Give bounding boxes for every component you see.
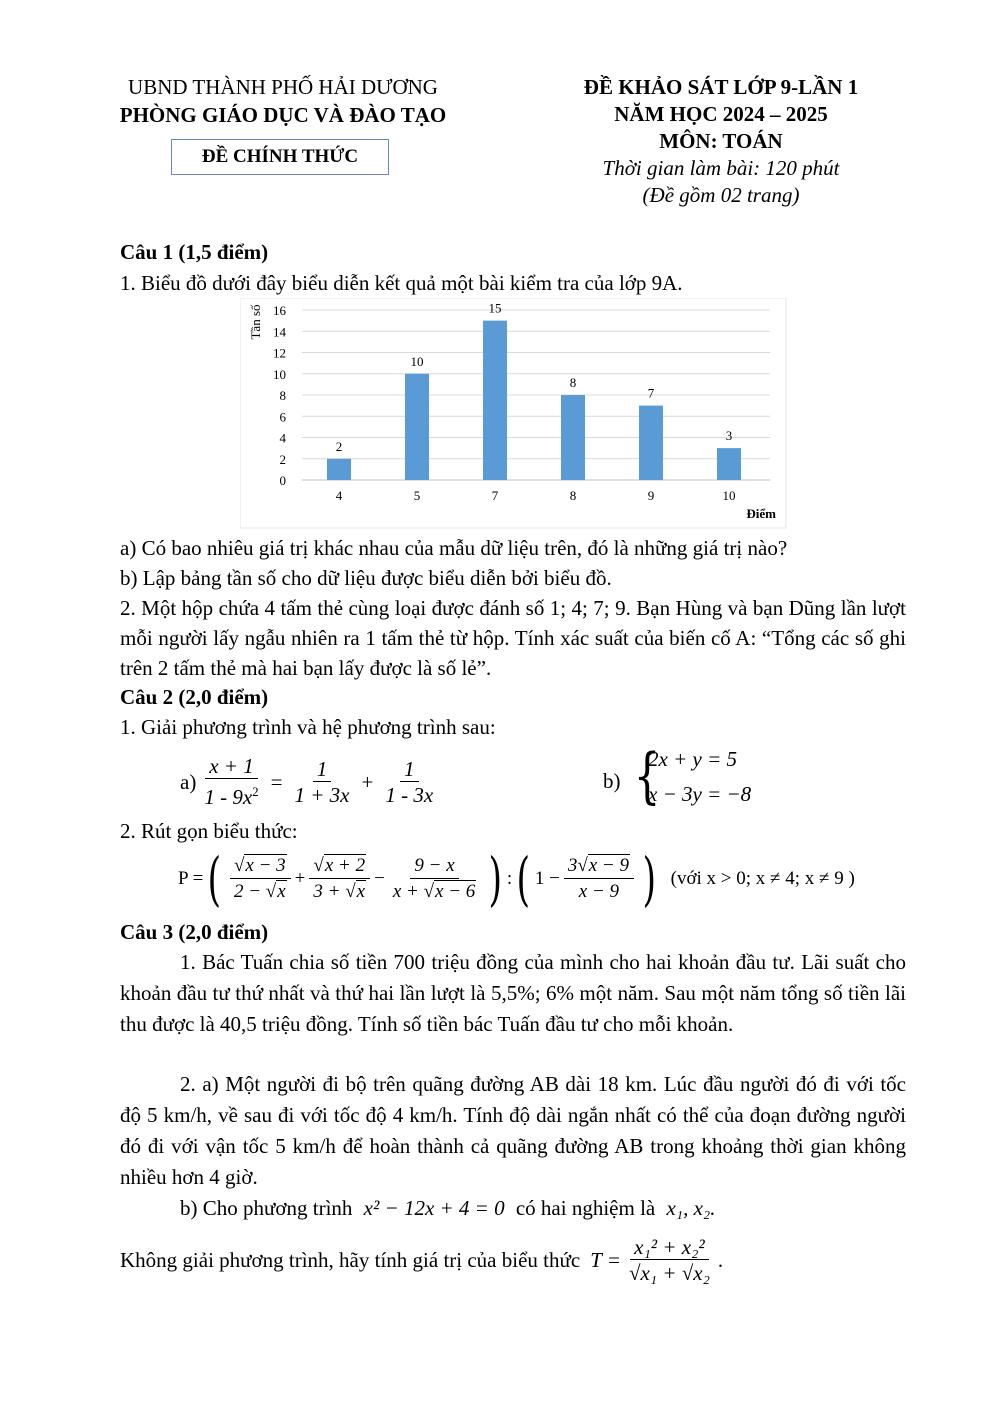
header-left-line2: PHÒNG GIÁO DỤC VÀ ĐÀO TẠO [119,103,447,127]
x-tick-label: 9 [647,488,655,503]
q2-t1-den: 2 − [233,880,262,902]
q2-t4-den: x − 9 [578,880,620,902]
header-right-line3: MÔN: TOÁN [659,129,783,153]
header-right-line5: (Đề gồm 02 trang) [642,183,800,207]
q1-title: Câu 1 (1,5 điểm) [120,240,269,264]
score-bar-chart [240,298,788,530]
q2-b-eq2: x − 3y = −8 [648,782,752,806]
y-tick-label: 16 [273,303,286,318]
q2-b-label: b) [603,769,621,793]
bar-value-label: 10 [410,353,424,369]
q2-t1-num: x − 3 [245,854,286,876]
q3-p2b-text1: b) Cho phương trình [180,1196,353,1220]
bar-value-label: 7 [647,385,655,401]
bar-8 [561,395,585,480]
q2-t2-num: x + 2 [324,854,366,876]
q2-eq-a [180,752,441,812]
q2-b-eq1: 2x + y = 5 [648,747,737,771]
bar-7 [483,321,507,480]
q2-P-one-minus: 1 − [534,868,560,889]
y-tick-label: 6 [279,409,286,425]
q2-a-num3: 1 [400,757,419,782]
q2-P-label: P = [178,868,204,889]
y-tick-label: 4 [279,430,286,446]
bar-9 [639,406,663,480]
y-tick-label: 2 [279,451,286,467]
q2-P-colon: : [506,868,513,889]
chart-frame [240,298,786,528]
q3-part2b-expr: Không giải phương trình, hãy tính giá trị của biểu thức T = $\frac{\text{x₁² + x₂²}}{\text{√x₁ + √x₂}}$ . [120,1234,724,1285]
q1-part2: 2. Một hộp chứa 4 tấm thẻ cùng loại được đánh số 1; 4; 7; 9. Bạn Hùng và bạn Dũng lần lượt mỗi người lấy ngẫu nhiên ra 1 tấm thẻ từ hộp. Tính xác suất của biến cố A: “Tổng các số ghi trên 2 tấm thẻ mà hai bạn lấy được là số lẻ”. [120,596,906,680]
official-label: ĐỀ CHÍNH THỨC [171,139,389,175]
y-tick-label: 8 [279,388,286,403]
x-tick-label: 7 [491,488,499,503]
q2-t2-den: 3 + [313,880,341,902]
q2-title: Câu 2 (2,0 điểm) [120,685,269,709]
q3-part1: 1. Bác Tuấn chia số tiền 700 triệu đồng của mình cho hai khoản đầu tư. Lãi suất cho khoản đầu tư thứ nhất và thứ hai lần lượt là 5,5%; 6% một năm. Sau một năm tổng số tiền lãi thu được là 40,5 triệu đồng. Tính số tiền bác Tuấn đầu tư cho mỗi khoản. [120,950,906,1036]
q3-title: Câu 3 (2,0 điểm) [120,920,269,944]
q2-t4-num-a: 3 [567,854,578,876]
y-tick-label: 14 [273,324,286,340]
q2-part1: 1. Giải phương trình và hệ phương trình sau: [120,715,496,739]
bar-10 [717,448,741,480]
q2-a-eq: = [270,770,283,794]
q2-part2: 2. Rút gọn biểu thức: [120,819,298,843]
q2-P-term2: $\frac{√x + 2}{3 + √x}$ [309,854,370,905]
x-tick-label: 10 [722,488,736,503]
q2-a-num2: 1 [313,757,332,782]
q2-a-den3: 1 - 3x [385,782,434,807]
y-tick-label: 0 [279,473,286,488]
q2-P-term4: $\frac{3√x - 9}{x - 9}$ [564,854,634,905]
q2-a-label: a) [180,770,197,794]
bar-5 [405,374,429,480]
q3-T-frac [625,1235,714,1286]
q1-a: a) Có bao nhiêu giá trị khác nhau của mẫu dữ liệu trên, đó là những giá trị nào? [120,536,788,560]
q3-T-lhs: T = [590,1248,621,1272]
q3-T-den: √x₁ + √x₂ [628,1260,710,1285]
q3-part2a: 2. a) Một người đi bộ trên quãng đường AB dài 18 km. Lúc đầu người đó đi với tốc độ 5 km/h, về sau đi với tốc độ 4 km/h. Tính độ dài ngắn nhất có thể của đoạn đường người đó đi với vận tốc 5 km/h để hoàn thành cả quãng đường AB trong khoảng thời gian không nhiều hơn 4 giờ. [120,1072,906,1189]
q2-t4-num-b: x − 9 [588,854,630,876]
q2-a-plus: + [361,770,374,794]
bar-value-label: 8 [569,375,577,390]
q2-t3-den-b: x − 6 [435,880,476,902]
q1-b: b) Lập bảng tần số cho dữ liệu được biểu diễn bởi biểu đồ. [120,566,612,590]
q3-part2b-line [180,1193,715,1223]
chart-x-label: Điểm [746,506,776,521]
x-tick-label: 5 [413,488,421,503]
header-right-line4: Thời gian làm bài: 120 phút [602,156,840,180]
x-tick-label: 8 [569,488,577,503]
y-tick-label: 12 [273,345,286,361]
q3-p2b-text3: Không giải phương trình, hãy tính giá trị của biểu thức [120,1248,581,1272]
q3-p2b-roots: x₁, x₂. [666,1196,716,1220]
q3-p2b-equation: x² − 12x + 4 = 0 [363,1196,505,1220]
q2-a-frac3 [381,757,437,808]
bar-4 [327,459,351,480]
q2-a-den2: 1 + 3x [294,782,350,807]
q3-p2b-text2: có hai nghiệm là [515,1196,656,1220]
q2-P-condition: (với x > 0; x ≠ 4; x ≠ 9 ) [670,868,855,889]
q2-P-term3: $\frac{9 - x}{x + √x - 6}$ [392,854,476,902]
x-tick-label: 4 [335,488,343,503]
q2-expr-P: P = ( $\frac{√x - 3}{2 - √x}$ + $\frac{√x + 2}{3 + √x}$ − $\frac{9 - x}{x + √x - 6}$ ) : ( 1 − $\frac{3√x - 9}{x - 9}$ ) (với x > 0; x ≠ 4; x ≠ 9 ) [178,845,855,913]
header-left-line1: UBND THÀNH PHỐ HẢI DƯƠNG [128,75,438,99]
header-right-line1: ĐỀ KHẢO SÁT LỚP 9-LẦN 1 [583,75,859,99]
q2-P-minus: − [374,868,385,889]
chart-y-label: Tần số [248,304,263,340]
bar-value-label: 15 [488,300,502,316]
q2-a-frac2 [291,757,354,808]
q2-a-num1: x + 1 [205,754,258,779]
q2-t3-den-a: x + [392,880,419,902]
q1-part1: 1. Biểu đồ dưới đây biểu diễn kết quả một bài kiểm tra của lớp 9A. [120,271,683,295]
q2-P-term1: $\frac{√x - 3}{2 - √x}$ [230,854,291,905]
y-tick-label: 10 [273,366,286,382]
q2-a-frac1: $\frac{x + 1}{1 - 9x^2}$ [204,754,259,809]
q2-t3-num: 9 − x [410,854,458,879]
q2-b-brace: { [633,741,661,811]
q3-T-num: x₁² + x₂² [630,1235,709,1260]
bar-value-label: 3 [725,428,733,444]
q2-a-den1: 1 - 9x [204,785,253,809]
bar-value-label: 2 [335,438,343,454]
q2-P-plus: + [294,868,306,889]
header-right-line2: NĂM HỌC 2024 – 2025 [614,102,828,126]
